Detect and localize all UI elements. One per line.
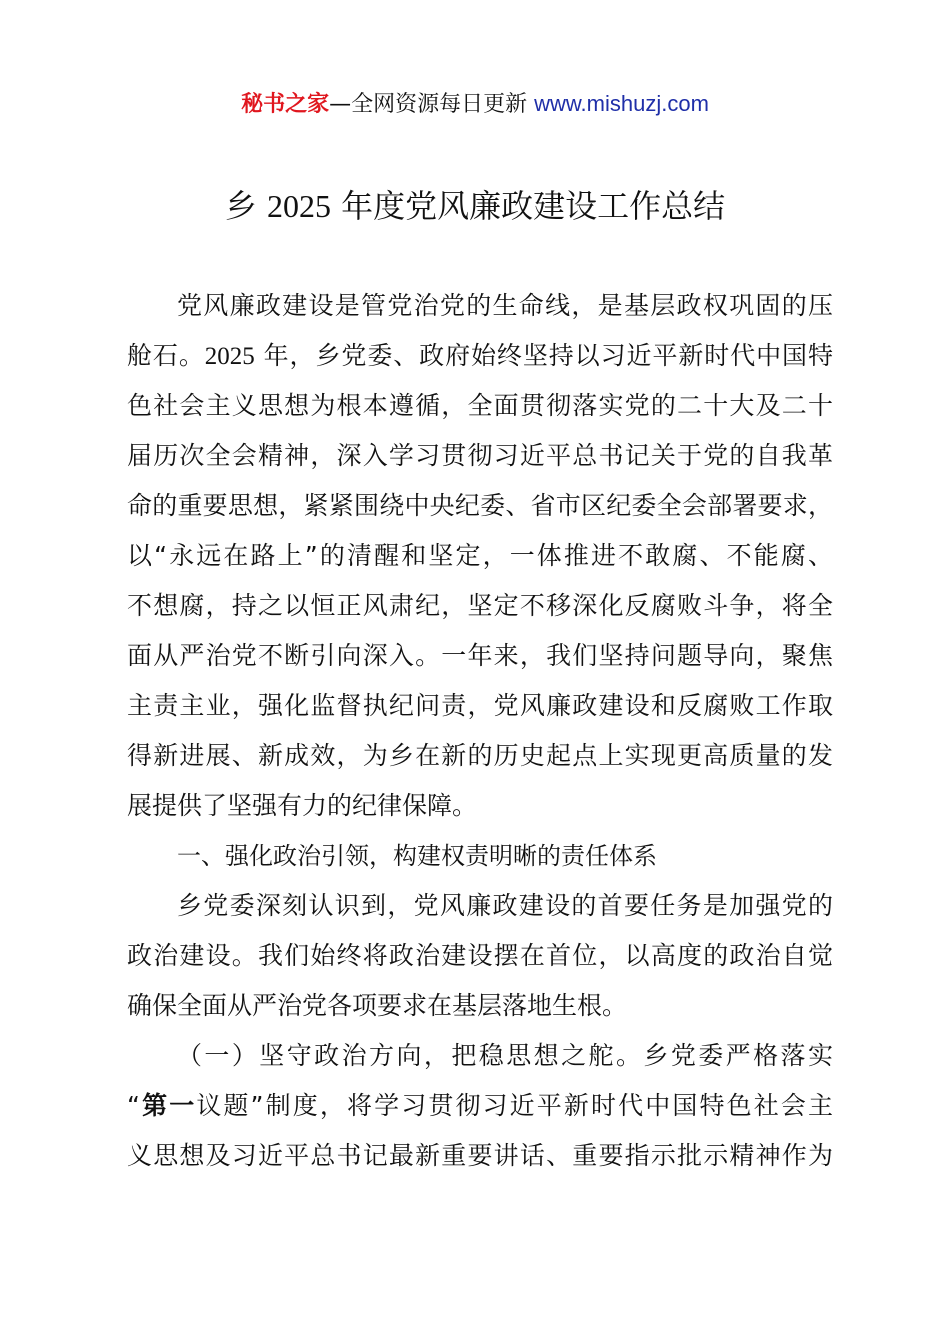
paragraph-line: 展提供了坚强有力的纪律保障。 bbox=[127, 791, 478, 820]
bold-text: 第一 bbox=[139, 1091, 197, 1120]
year-number: 2025 bbox=[204, 343, 255, 370]
site-brand: 秘书之家 bbox=[241, 92, 330, 117]
site-tagline: —全网资源每日更新 bbox=[329, 92, 535, 117]
paragraph-line: 政治建设。我们始终将政治建设摆在首位，以高度的政治自觉 bbox=[127, 941, 833, 970]
text-run: 舱石。 bbox=[127, 341, 205, 370]
title-suffix: 年度党风廉政建设工作总结 bbox=[331, 187, 726, 225]
paragraph-intro bbox=[127, 281, 833, 831]
paragraph-line: 乡党委深刻认识到，党风廉政建设的首要任务是加强党的 bbox=[177, 891, 833, 920]
document-body bbox=[127, 281, 833, 1181]
paragraph-line bbox=[127, 1081, 833, 1131]
site-header bbox=[0, 88, 950, 121]
paragraph-section1 bbox=[127, 881, 833, 1031]
paragraph-line: 以“永远在路上”的清醒和坚定，一体推进不敢腐、不能腐、 bbox=[127, 541, 833, 570]
title-year: 2025 bbox=[267, 188, 331, 224]
paragraph-line: 届历次全会精神，深入学习贯彻习近平总书记关于党的自我革 bbox=[127, 441, 833, 470]
paragraph-subsection1 bbox=[127, 1031, 833, 1181]
paragraph-line: 得新进展、新成效，为乡在新的历史起点上实现更高质量的发 bbox=[127, 741, 833, 770]
site-url-link[interactable]: www.mishuzj.com bbox=[534, 91, 709, 116]
paragraph-line: 确保全面从严治党各项要求在基层落地生根。 bbox=[127, 991, 628, 1020]
paragraph-line bbox=[127, 331, 833, 381]
paragraph-line: 面从严治党不断引向深入。一年来，我们坚持问题导向，聚焦 bbox=[127, 641, 833, 670]
text-run: “ bbox=[127, 1091, 140, 1120]
paragraph-line: 命的重要思想，紧紧围绕中央纪委、省市区纪委全会部署要求， bbox=[127, 491, 833, 520]
paragraph-line: 色社会主义思想为根本遵循，全面贯彻落实党的二十大及二十 bbox=[127, 391, 833, 420]
section-heading: 一、强化政治引领，构建权责明晰的责任体系 bbox=[177, 842, 657, 870]
document-title bbox=[0, 183, 950, 229]
paragraph-line: （一）坚守政治方向，把稳思想之舵。乡党委严格落实 bbox=[177, 1041, 833, 1070]
paragraph-line: 义思想及习近平总书记最新重要讲话、重要指示批示精神作为 bbox=[127, 1141, 833, 1170]
text-run: 议题”制度，将学习贯彻习近平新时代中国特色社会主 bbox=[196, 1091, 833, 1120]
paragraph-line: 主责主业，强化监督执纪问责，党风廉政建设和反腐败工作取 bbox=[127, 691, 833, 720]
paragraph-line: 不想腐，持之以恒正风肃纪，坚定不移深化反腐败斗争，将全 bbox=[127, 591, 833, 620]
paragraph-line: 党风廉政建设是管党治党的生命线，是基层政权巩固的压 bbox=[177, 291, 833, 320]
title-prefix: 乡 bbox=[224, 187, 267, 225]
text-run: 年，乡党委、政府始终坚持以习近平新时代中国特 bbox=[254, 341, 833, 370]
